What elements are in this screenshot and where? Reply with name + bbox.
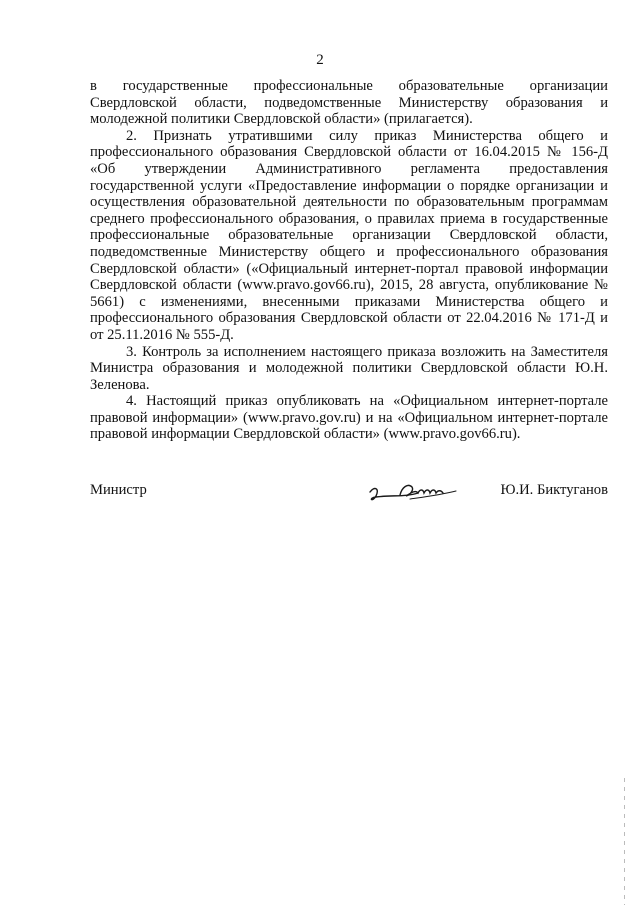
handwritten-signature [366, 478, 466, 508]
paragraph-item-2: 2. Признать утратившими силу приказ Министерства общего и профессионального образования Свердловской области от 16.04.2015 № 156-Д «Об утверждении Административного регламента предоставления государственной услуги «Предоставление информации о порядке организации и осуществления образовательной деятельности по образовательным программам среднего профессионального образования, о правилах приема в государственные профессиональные образовательные организации Свердловской области, подведомственные Министерству общего и профессионального образования Свердловской области» («Официальный интернет-портал правовой информации Свердловской области (www.pravo.gov66.ru), 2015, 28 августа, опубликование № 5661) с изменениями, внесенными приказами Министерства общего и профессионального образования Свердловской области от 22.04.2016 № 171-Д и от 25.11.2016 № 555-Д. [90, 127, 608, 343]
scan-edge-artifact [624, 778, 625, 905]
paragraph-item-3: 3. Контроль за исполнением настоящего приказа возложить на Заместителя Министра образования и молодежной политики Свердловской области Ю.Н. Зеленова. [90, 343, 608, 393]
paragraph-continuation: в государственные профессиональные образовательные организации Свердловской области, подведомственные Министерству образования и молодежной политики Свердловской области» (прилагается). [90, 78, 608, 128]
page-number: 2 [316, 52, 324, 68]
signature-block [90, 482, 608, 512]
signatory-name: Ю.И. Биктуганов [500, 482, 608, 498]
signatory-title: Министр [90, 482, 147, 498]
document-body [90, 78, 608, 443]
paragraph-item-4: 4. Настоящий приказ опубликовать на «Официальном интернет-портале правовой информации» (www.pravo.gov.ru) и на «Официальном интернет-портале правовой информации Свердловской области» (www.pravo.gov66.ru). [90, 393, 608, 443]
